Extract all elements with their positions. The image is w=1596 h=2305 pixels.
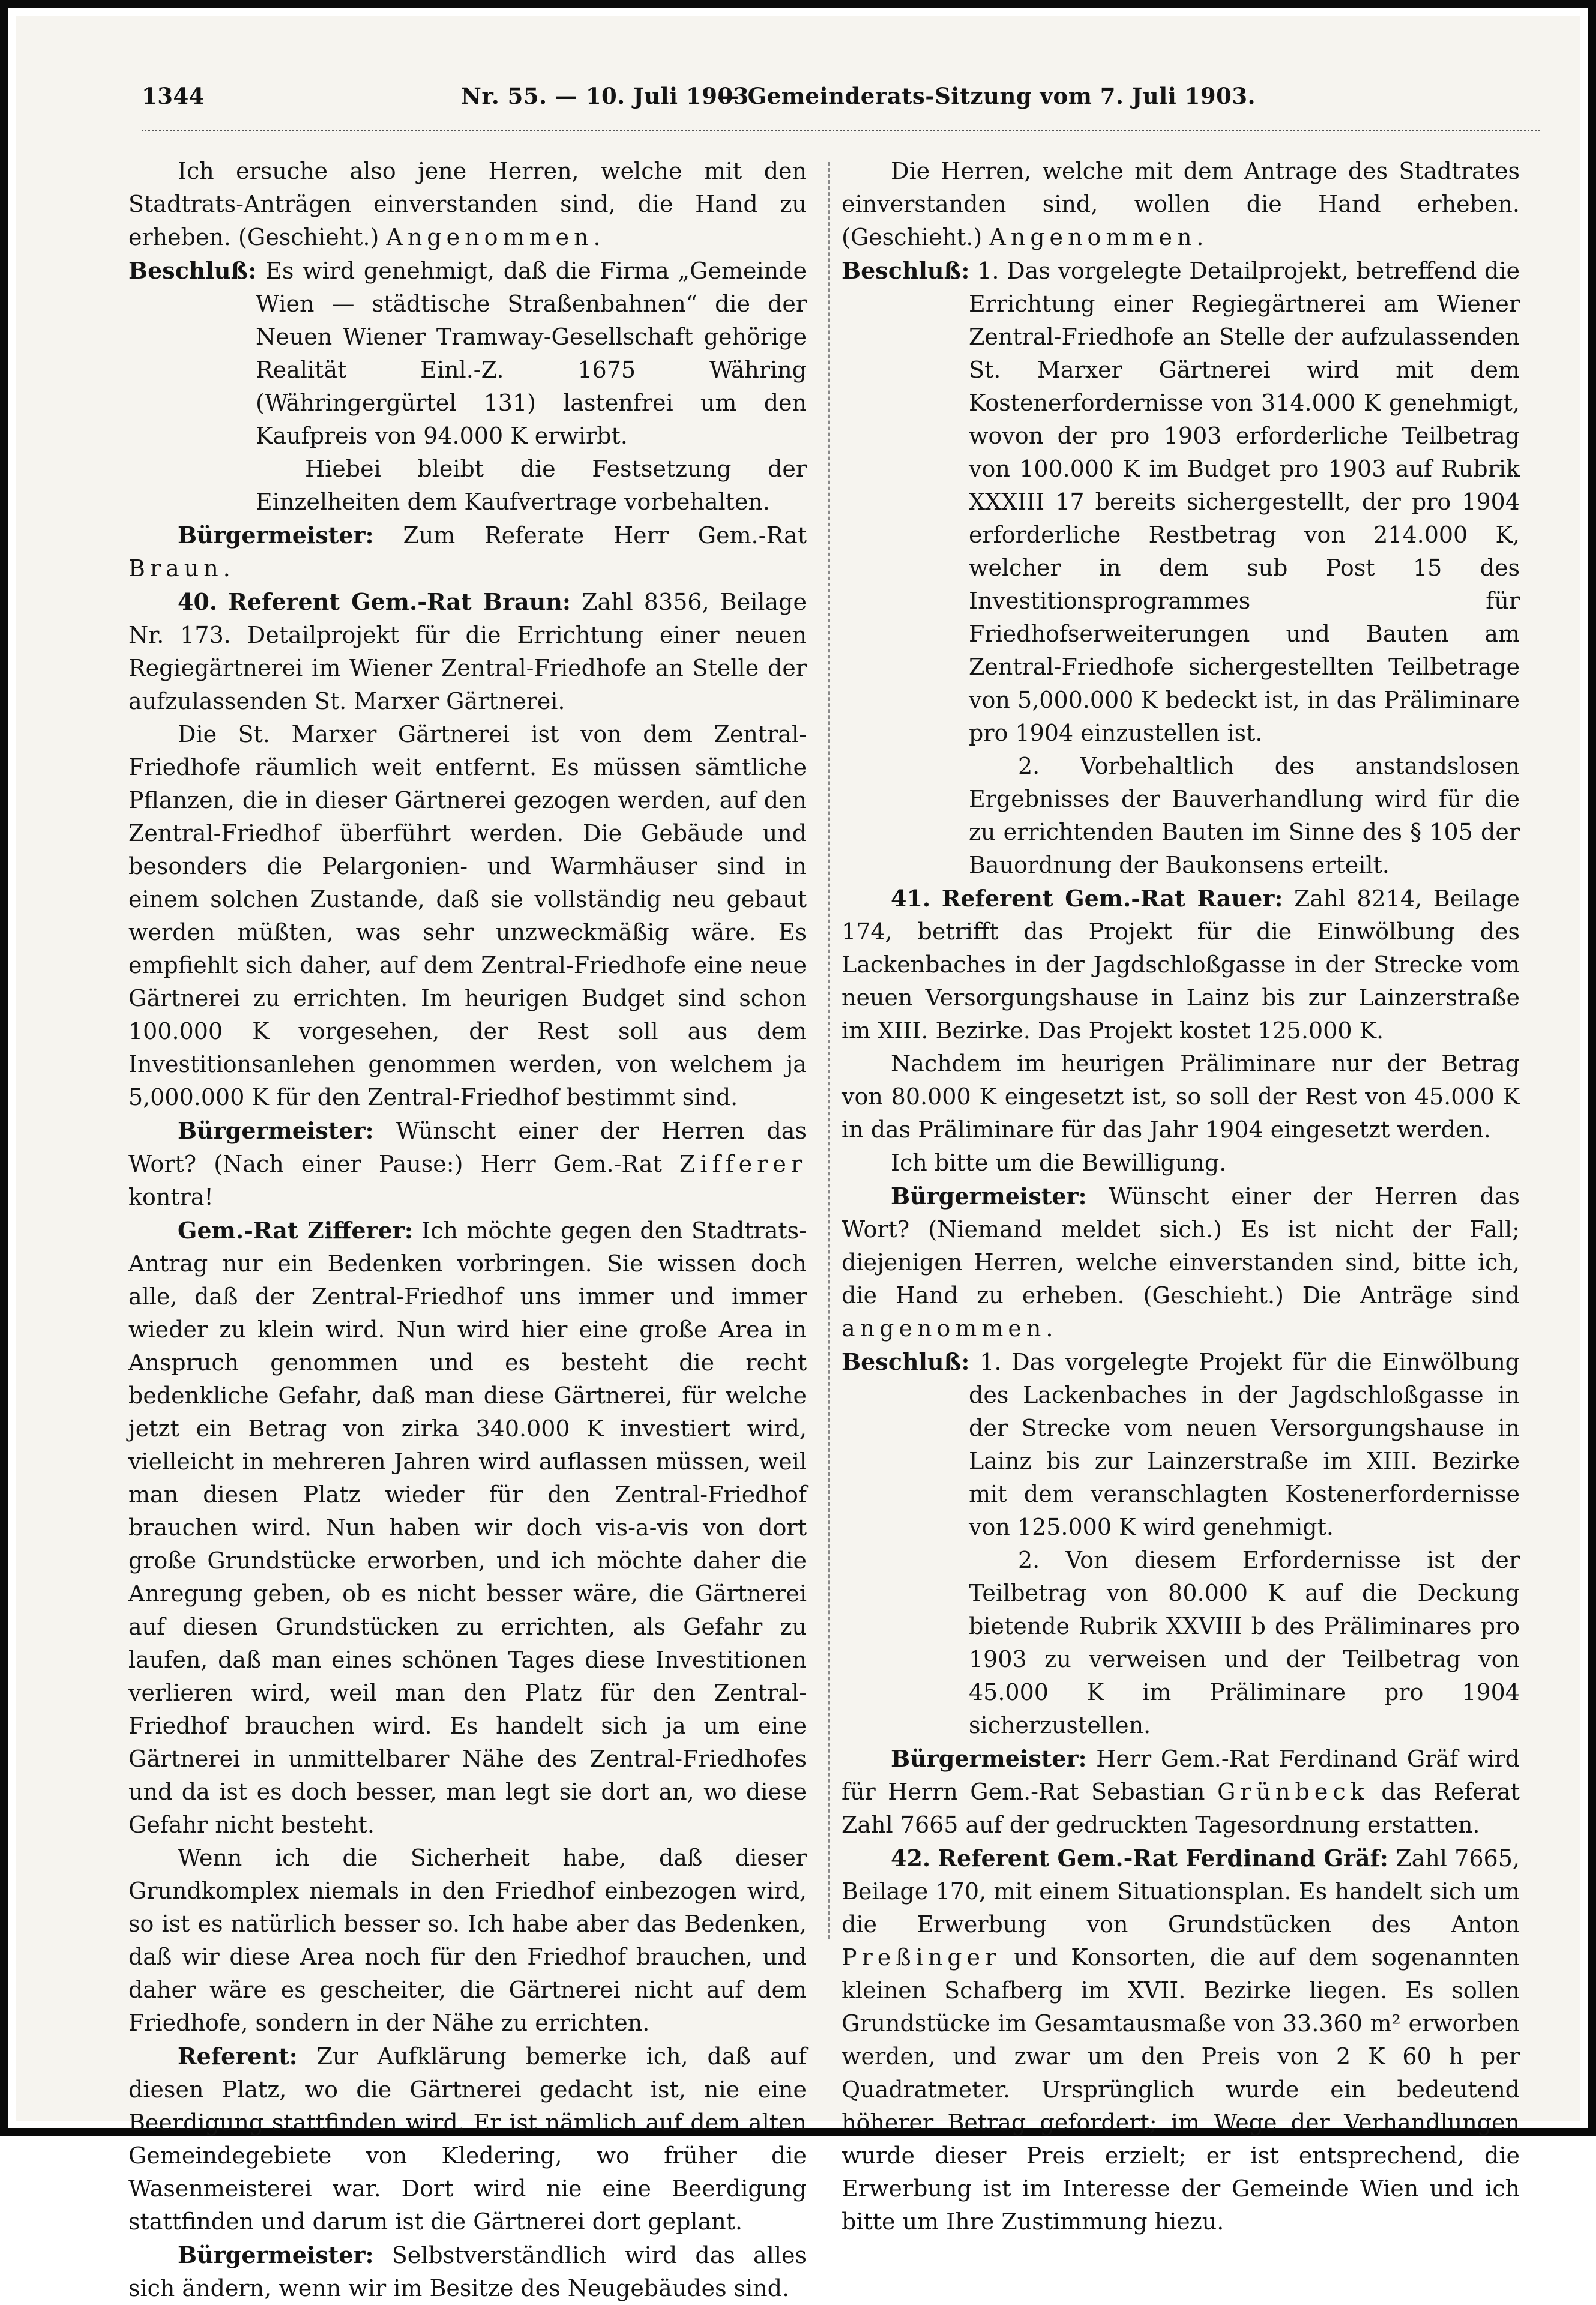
referent-statement: Referent: Zur Aufklärung bemerke ich, daß auf diesen Platz, wo die Gärtnerei gedacht ist, nie eine Beerdigung stattfinden wird. Er ist nämlich auf dem alten Gemeindegebiete von Kledering, wo früher die Wasenmeisterei war. Dort wird nie eine Beerdigung stattfinden und darum ist die Gärtnerei dort geplant. bbox=[128, 2043, 807, 2235]
resolution-label: Beschluß: bbox=[842, 257, 970, 284]
speaker-label: Referent Gem.-Rat Ferdinand Gräf: bbox=[938, 1845, 1388, 1872]
page-number: 1344 bbox=[142, 83, 205, 109]
issue-info: Nr. 55. — 10. Juli 1903 bbox=[461, 83, 749, 109]
agenda-item-41: 41. Referent Gem.-Rat Rauer: Zahl 8214, Beilage 174, betrifft das Projekt für die Einwölbung des Lackenbaches in der Jagdschloßgasse in der Strecke vom neuen Versorgungshause in Lainz bis zur Lainzerstraße im XIII. Bezirke. Das Projekt kostet 125.000 K. bbox=[842, 885, 1520, 1044]
resolution-label: Beschluß: bbox=[128, 257, 257, 284]
mayor-statement: Bürgermeister: Selbstverständlich wird das alles sich ändern, wenn wir im Besitze des Neugebäudes sind. bbox=[128, 2241, 807, 2301]
speaker-label: Referent Gem.-Rat Rauer: bbox=[941, 885, 1283, 912]
item-number: 40. bbox=[178, 588, 218, 615]
agenda-item-42: 42. Referent Gem.-Rat Ferdinand Gräf: Zahl 7665, Beilage 170, mit einem Situationsplan. Es handelt sich um die Erwerbung von Grundstücken des Anton Preßinger und Konsorten, die auf dem sogenannten kleinen Schafberg im XVII. Bezirke liegen. Es sollen Grundstücke im Gesamtausmaße von 33.360 m² erworben werden, und zwar um den Preis von 2 K 60 h per Quadratmeter. Ursprünglich wurde ein bedeutend höherer Betrag gefordert; im Wege der Verhandlungen wurde dieser Preis erzielt; er ist entsprechend, die Erwerbung ist im Interesse der Gemeinde Wien und ich bitte um Ihre Zustimmung hiezu. bbox=[842, 1845, 1520, 2235]
resolution: Beschluß: 1. Das vorgelegte Detailprojekt, betreffend die Errichtung einer Regiegärtnerei am Wiener Zentral-Friedhofe an Stelle der aufzulassenden St. Marxer Gärtnerei wird mit dem Kostenerfordernisse von 314.000 K genehmigt, wovon der pro 1903 erforderliche Teilbetrag von 100.000 K im Budget pro 1903 auf Rubrik XXXIII 17 bereits sichergestellt, der pro 1904 erforderliche Restbetrag von 214.000 K, welcher in dem sub Post 15 des Investitionsprogrammes für Friedhofserweiterungen und Bauten am Zentral-Friedhofe sichergestellten Teilbetrage von 5,000.000 K bedeckt ist, in das Präliminare pro 1904 einzustellen ist. bbox=[842, 257, 1520, 746]
resolution: Beschluß: Es wird genehmigt, daß die Firma „Gemeinde Wien — städtische Straßenbahnen“ die der Neuen Wiener Tramway-Gesellschaft gehörige Realität Einl.-Z. 1675 Währing (Währingergürtel 131) lastenfrei um den Kaufpreis von 94.000 K erwirbt. bbox=[128, 257, 807, 449]
speaker-label: Bürgermeister: bbox=[891, 1183, 1087, 1210]
page-header bbox=[142, 83, 1256, 119]
left-column bbox=[128, 155, 807, 2305]
session-title: — Gemeinderats-Sitzung vom 7. Juli 1903. bbox=[717, 83, 1256, 109]
item-number: 42. bbox=[891, 1845, 931, 1872]
resolution: Beschluß: 1. Das vorgelegte Projekt für die Einwölbung des Lackenbaches in der Jagdschloßgasse in der Strecke vom neuen Versorgungshause in Lainz bis zur Lainzerstraße im XIII. Bezirke mit dem veranschlagten Kostenerfordernisse von 125.000 K wird genehmigt. bbox=[842, 1348, 1520, 1540]
speaker-label: Bürgermeister: bbox=[178, 522, 374, 549]
resolution-continued: Hiebei bleibt die Festsetzung der Einzelheiten dem Kaufvertrage vorbehalten. bbox=[256, 456, 807, 515]
mayor-statement: Bürgermeister: Zum Referate Herr Gem.-Rat Braun. bbox=[128, 522, 807, 582]
agenda-item-40: 40. Referent Gem.-Rat Braun: Zahl 8356, Beilage Nr. 173. Detailprojekt für die Errichtung einer neuen Regiegärtnerei im Wiener Zentral-Friedhofe an Stelle der aufzulassenden St. Marxer Gärtnerei. bbox=[128, 588, 807, 714]
speaker-label: Bürgermeister: bbox=[891, 1745, 1087, 1772]
paragraph: Wenn ich die Sicherheit habe, daß dieser Grundkomplex niemals in den Friedhof einbezogen wird, so ist es natürlich besser so. Ich habe aber das Bedenken, daß wir diese Area noch für den Friedhof brauchen, und daher wäre es gescheiter, die Gärtnerei nicht auf dem Friedhofe, sondern in der Nähe zu errichten. bbox=[128, 1845, 807, 2036]
mayor-statement: Bürgermeister: Wünscht einer der Herren das Wort? (Nach einer Pause:) Herr Gem.-Rat Zifferer kontra! bbox=[128, 1117, 807, 1210]
resolution-continued: 2. Von diesem Erfordernisse ist der Teilbetrag von 80.000 K auf die Deckung bietende Rubrik XXVIII b des Präliminares pro 1903 zu verweisen und der Teilbetrag von 45.000 K im Präliminare pro 1904 sicherzustellen. bbox=[969, 1547, 1520, 1738]
resolution-continued: 2. Vorbehaltlich des anstandslosen Ergebnisses der Bauverhandlung wird für die zu errichtenden Bauten im Sinne des § 105 der Bauordnung der Baukonsens erteilt. bbox=[969, 753, 1520, 878]
speaker-label: Bürgermeister: bbox=[178, 2241, 374, 2268]
paragraph: Die Herren, welche mit dem Antrage des Stadtrates einverstanden sind, wollen die Hand erheben. (Geschieht.) Angenommen. bbox=[842, 158, 1520, 250]
speaker-label: Referent Gem.-Rat Braun: bbox=[228, 588, 571, 615]
councillor-statement: Gem.-Rat Zifferer: Ich möchte gegen den Stadtrats-Antrag nur ein Bedenken vorbringen. Sie wissen doch alle, daß der Zentral-Friedhof uns immer und immer wieder zu klein wird. Nun wird hier eine große Area in Anspruch genommen und es besteht die recht bedenkliche Gefahr, daß man diese Gärtnerei, für welche jetzt ein Betrag von zirka 340.000 K investiert wird, vielleicht in mehreren Jahren wird auflassen müssen, weil man diesen Platz wieder für den Zentral-Friedhof brauchen wird. Nun haben wir doch vis-a-vis von dort große Grundstücke erworben, und ich möchte daher die Anregung geben, ob es nicht besser wäre, die Gärtnerei auf diesen Grundstücken zu errichten, als Gefahr zu laufen, daß man eines schönen Tages diese Investitionen verlieren wird, weil man den Platz für den Zentral-Friedhof brauchen wird. Es handelt sich ja um eine Gärtnerei in unmittelbarer Nähe des Zentral-Friedhofes und da ist es doch besser, man legt sie dort an, wo diese Gefahr nicht besteht. bbox=[128, 1217, 807, 1838]
paragraph: Die St. Marxer Gärtnerei ist von dem Zentral-Friedhofe räumlich weit entfernt. Es müssen sämtliche Pflanzen, die in dieser Gärtnerei gezogen werden, auf den Zentral-Friedhof überführt werden. Die Gebäude und besonders die Pelargonien- und Warmhäuser sind in einem solchen Zustande, daß sie vollständig neu gebaut werden müßten, was sehr unzweckmäßig wäre. Es empfiehlt sich daher, auf dem Zentral-Friedhofe eine neue Gärtnerei zu errichten. Im heurigen Budget sind schon 100.000 K vorgesehen, der Rest soll aus dem Investitionsanlehen genommen werden, von welchem ja 5,000.000 K für den Zentral-Friedhof bestimmt sind. bbox=[128, 721, 807, 1110]
header-rule bbox=[142, 124, 1540, 131]
resolution-label: Beschluß: bbox=[842, 1348, 970, 1375]
mayor-statement: Bürgermeister: Wünscht einer der Herren das Wort? (Niemand meldet sich.) Es ist nicht der Fall; diejenigen Herren, welche einverstanden sind, bitte ich, die Hand zu erheben. (Geschieht.) Die Anträge sind angenommen. bbox=[842, 1183, 1520, 1342]
right-column bbox=[842, 155, 1520, 2238]
speaker-label: Gem.-Rat Zifferer: bbox=[178, 1217, 413, 1244]
item-number: 41. bbox=[891, 885, 931, 912]
paragraph: Nachdem im heurigen Präliminare nur der Betrag von 80.000 K eingesetzt ist, so soll der Rest von 45.000 K in das Präliminare für das Jahr 1904 eingesetzt werden. bbox=[842, 1050, 1520, 1143]
speaker-label: Bürgermeister: bbox=[178, 1117, 374, 1144]
mayor-statement: Bürgermeister: Herr Gem.-Rat Ferdinand Gräf wird für Herrn Gem.-Rat Sebastian Grünbeck das Referat Zahl 7665 auf der gedruckten Tagesordnung erstatten. bbox=[842, 1745, 1520, 1838]
paragraph: Ich ersuche also jene Herren, welche mit den Stadtrats-Anträgen einverstanden sind, die Hand zu erheben. (Geschieht.) Angenommen. bbox=[128, 158, 807, 250]
speaker-label: Referent: bbox=[178, 2043, 298, 2070]
column-separator bbox=[828, 162, 830, 1939]
paragraph: Ich bitte um die Bewilligung. bbox=[891, 1149, 1227, 1176]
